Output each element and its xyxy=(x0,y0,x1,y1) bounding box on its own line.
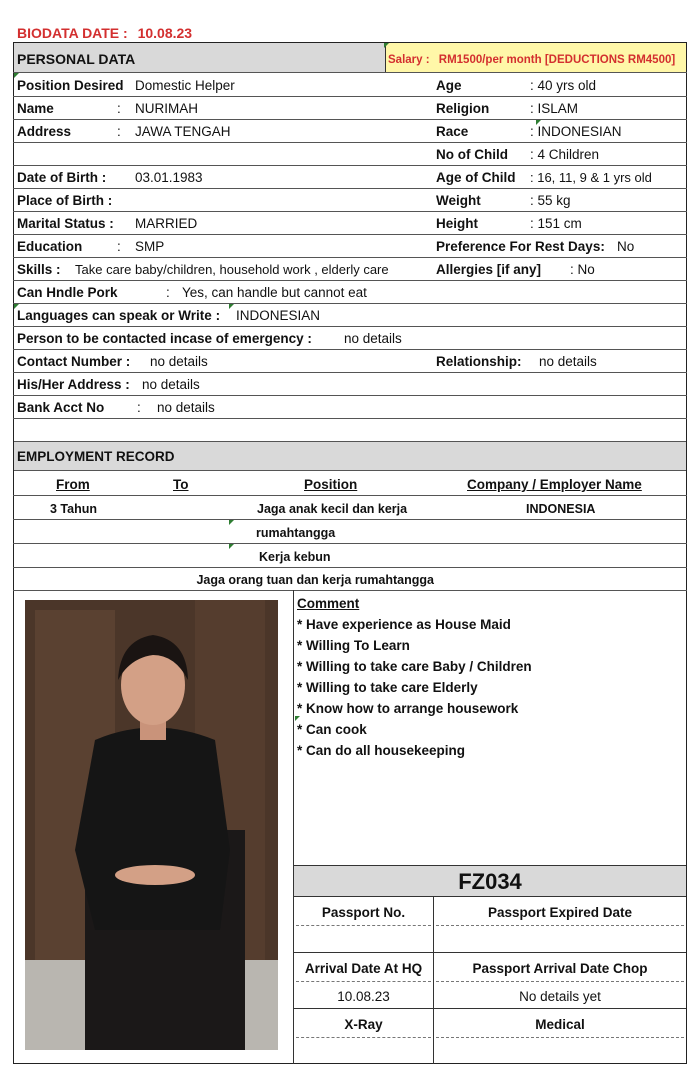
row-divider xyxy=(13,349,687,350)
pob-label: Place of Birth : xyxy=(17,193,113,208)
colon: : xyxy=(117,124,121,139)
row-divider xyxy=(13,326,687,327)
row-divider xyxy=(13,303,687,304)
contact-label: Contact Number : xyxy=(17,354,131,369)
arrival-hq-value: 10.08.23 xyxy=(337,989,390,1004)
doc-row-divider xyxy=(294,1008,686,1009)
cell-marker xyxy=(229,520,234,525)
col-header-to: To xyxy=(173,477,189,492)
languages-label: Languages can speak or Write : xyxy=(17,308,221,323)
colon: : xyxy=(117,239,121,254)
skills-label: Skills : xyxy=(17,262,61,277)
personal-section-title: PERSONAL DATA xyxy=(17,51,136,67)
row-divider xyxy=(13,72,687,73)
age-value: : 40 yrs old xyxy=(530,78,597,93)
candidate-code: FZ034 xyxy=(458,869,522,894)
row-divider xyxy=(13,188,687,189)
row-divider xyxy=(13,119,687,120)
row-divider xyxy=(13,280,687,281)
pork-value: Yes, can handle but cannot eat xyxy=(182,285,367,300)
dob-label: Date of Birth : xyxy=(17,170,107,185)
comment-item: * Know how to arrange housework xyxy=(297,701,519,716)
arrival-hq-label: Arrival Date At HQ xyxy=(304,961,423,976)
employment-from: 3 Tahun xyxy=(50,502,97,516)
skills-value: Take care baby/children, household work , elderly care xyxy=(75,262,389,277)
row-divider xyxy=(13,257,687,258)
child-label: No of Child xyxy=(436,147,508,162)
dashed-separator xyxy=(436,981,684,982)
cell-marker xyxy=(384,43,389,48)
row-divider xyxy=(13,418,687,419)
doc-col-divider xyxy=(433,897,434,1064)
his-her-address-label: His/Her Address : xyxy=(17,377,130,392)
xray-label: X-Ray xyxy=(344,1017,383,1032)
biodata-date-value: 10.08.23 xyxy=(137,25,193,41)
education-label: Education xyxy=(17,239,83,254)
religion-value: : ISLAM xyxy=(530,101,579,116)
row-divider xyxy=(13,142,687,143)
position-value: Domestic Helper xyxy=(135,78,235,93)
col-header-position: Position xyxy=(304,477,358,492)
child-value: : 4 Children xyxy=(530,147,600,162)
dashed-separator xyxy=(296,925,431,926)
dashed-separator xyxy=(296,981,431,982)
col-header-from: From xyxy=(56,477,90,492)
education-value: SMP xyxy=(135,239,165,254)
race-value: : INDONESIAN xyxy=(530,124,622,139)
doc-row-divider xyxy=(294,952,686,953)
emergency-label: Person to be contacted incase of emergency : xyxy=(17,331,312,346)
dashed-separator xyxy=(436,1037,684,1038)
marital-label: Marital Status : xyxy=(17,216,114,231)
dob-value: 03.01.1983 xyxy=(135,170,203,185)
pork-label: Can Hndle Pork xyxy=(17,285,118,300)
employment-position: Jaga orang tuan dan kerja rumahtangga xyxy=(196,573,434,587)
salary-line xyxy=(388,52,675,68)
employment-company: INDONESIA xyxy=(526,502,596,516)
cell-marker xyxy=(295,716,300,721)
biodata-date-label: BIODATA DATE : xyxy=(17,25,128,41)
address-label: Address xyxy=(17,124,72,139)
comment-item: * Can cook xyxy=(297,722,367,737)
his-her-address-value: no details xyxy=(142,377,200,392)
weight-label: Weight xyxy=(436,193,481,208)
comment-item: * Can do all housekeeping xyxy=(297,743,466,758)
row-divider xyxy=(13,543,687,544)
comment-item: * Willing To Learn xyxy=(297,638,410,653)
rest-days-value: No xyxy=(617,239,635,254)
row-divider xyxy=(13,519,687,520)
row-divider xyxy=(13,495,687,496)
name-label: Name xyxy=(17,101,54,116)
comment-item: * Have experience as House Maid xyxy=(297,617,511,632)
employment-position: Jaga anak kecil dan kerja xyxy=(257,502,408,516)
dashed-separator xyxy=(296,1037,431,1038)
row-divider xyxy=(13,165,687,166)
contact-value: no details xyxy=(150,354,208,369)
employment-position-clip xyxy=(196,570,434,590)
rest-days-label: Preference For Rest Days: xyxy=(436,239,605,254)
row-divider xyxy=(13,372,687,373)
comment-title: Comment xyxy=(297,596,360,611)
row-divider xyxy=(13,590,687,591)
age-child-label: Age of Child xyxy=(436,170,516,185)
cell-marker xyxy=(229,304,234,309)
address-value: JAWA TENGAH xyxy=(135,124,231,139)
relationship-value: no details xyxy=(539,354,597,369)
bank-value: no details xyxy=(157,400,215,415)
emergency-value: no details xyxy=(344,331,402,346)
medical-label: Medical xyxy=(535,1017,585,1032)
row-divider xyxy=(13,211,687,212)
allergies-label: Allergies [if any] xyxy=(436,262,542,277)
biodata-date xyxy=(17,25,192,41)
col-header-company: Company / Employer Name xyxy=(467,477,642,492)
employment-position: Kerja kebun xyxy=(259,550,331,564)
age-child-value: : 16, 11, 9 & 1 yrs old xyxy=(530,170,652,185)
race-label: Race xyxy=(436,124,469,139)
height-value: : 151 cm xyxy=(530,216,582,231)
employment-section-title: EMPLOYMENT RECORD xyxy=(17,449,175,464)
row-divider xyxy=(13,395,687,396)
photo-illustration xyxy=(25,600,278,1050)
bank-label: Bank Acct No xyxy=(17,400,105,415)
salary-label: Salary : xyxy=(388,54,430,66)
employment-position: rumahtangga xyxy=(256,526,336,540)
passport-expired-label: Passport Expired Date xyxy=(487,905,633,920)
dashed-separator xyxy=(436,925,684,926)
candidate-photo xyxy=(25,600,278,1050)
age-label: Age xyxy=(436,78,462,93)
salary-value: RM1500/per month [DEDUCTIONS RM4500] xyxy=(438,54,676,66)
relationship-label: Relationship: xyxy=(436,354,522,369)
allergies-value: : No xyxy=(570,262,595,277)
weight-value: : 55 kg xyxy=(530,193,571,208)
arrival-chop-value: No details yet xyxy=(519,989,601,1004)
arrival-chop-label: Passport Arrival Date Chop xyxy=(472,961,648,976)
colon: : xyxy=(166,285,170,300)
colon: : xyxy=(117,101,121,116)
colon: : xyxy=(137,400,141,415)
cell-marker xyxy=(229,544,234,549)
height-label: Height xyxy=(436,216,478,231)
row-divider xyxy=(13,567,687,568)
passport-no-label: Passport No. xyxy=(321,905,406,920)
comment-item: * Willing to take care Baby / Children xyxy=(297,659,532,674)
marital-value: MARRIED xyxy=(135,216,198,231)
row-divider xyxy=(13,234,687,235)
name-value: NURIMAH xyxy=(135,101,198,116)
languages-value: INDONESIAN xyxy=(236,308,321,323)
position-label: Position Desired xyxy=(17,78,124,93)
row-divider xyxy=(13,96,687,97)
religion-label: Religion xyxy=(436,101,490,116)
comment-item: * Willing to take care Elderly xyxy=(297,680,478,695)
